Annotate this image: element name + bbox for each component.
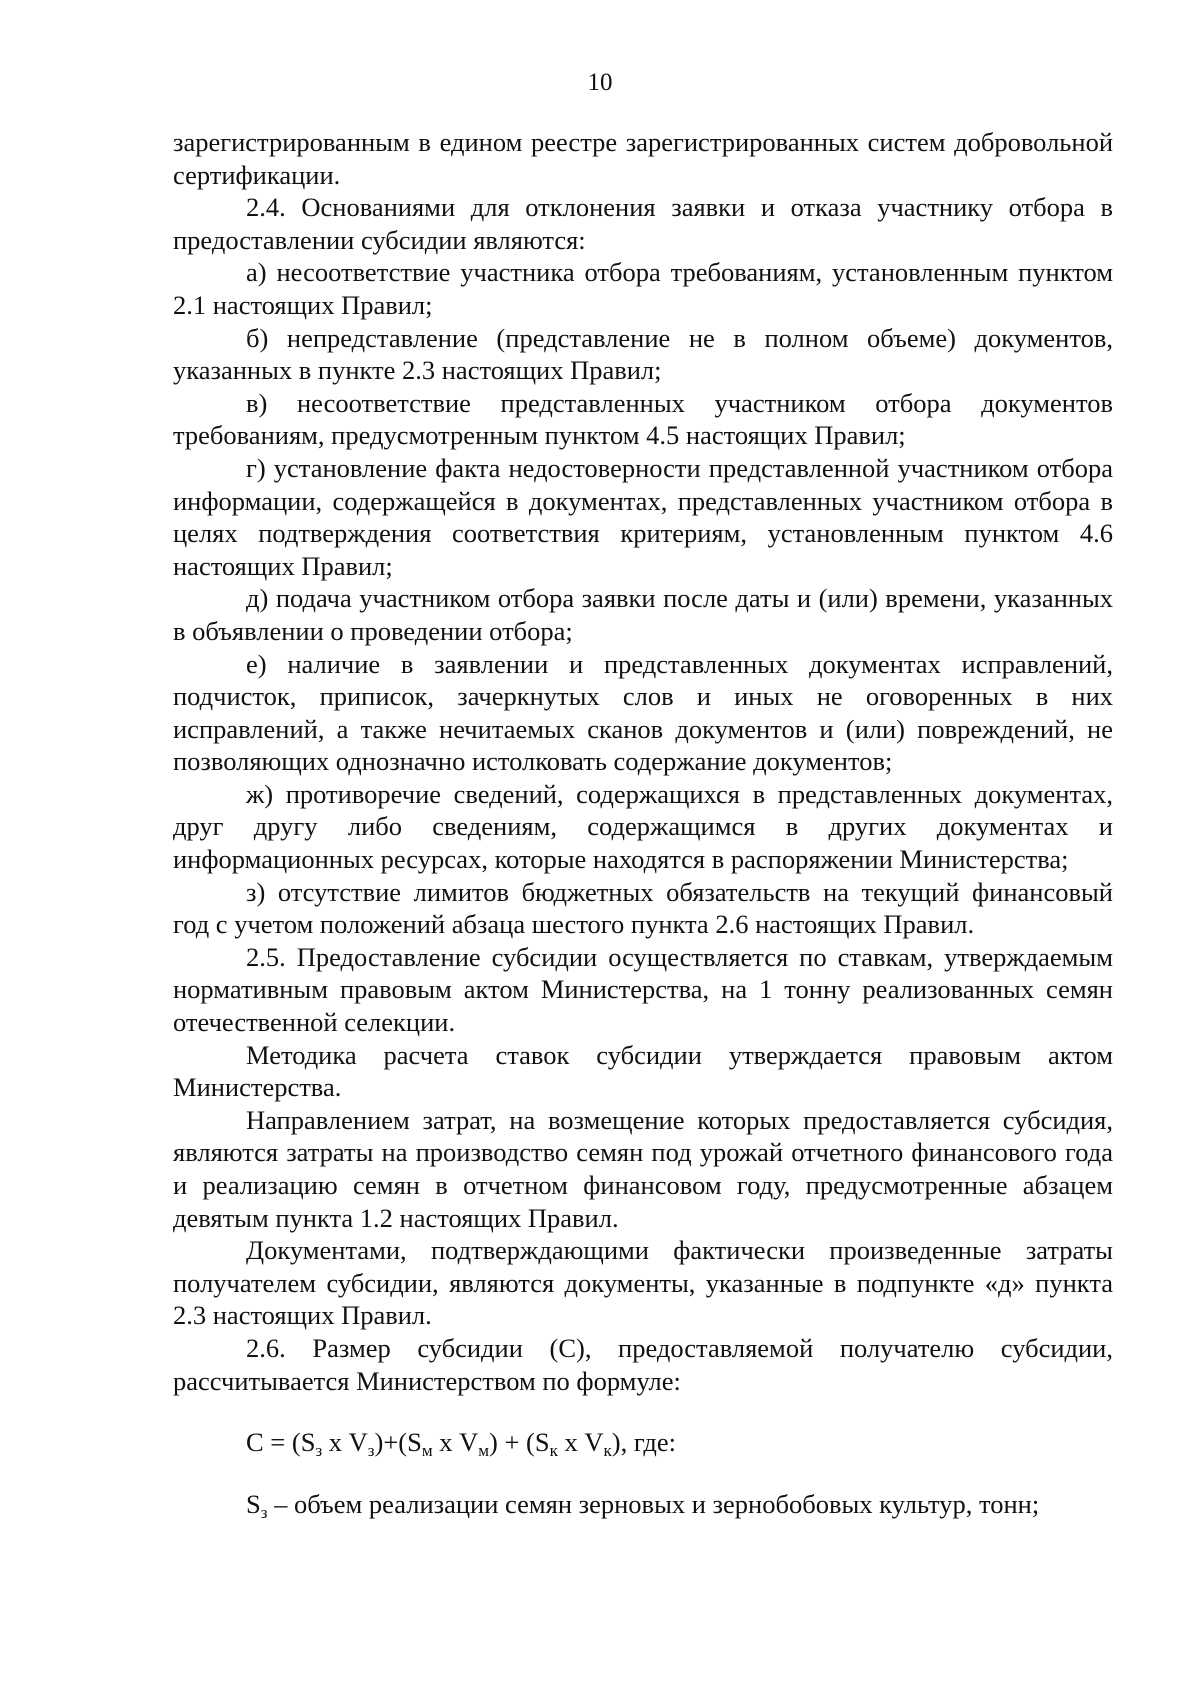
document-body xyxy=(173,126,1113,1520)
list-item: д) подача участником отбора заявки после даты и (или) времени, указанных в объявлении о проведении отбора; xyxy=(173,583,1113,646)
formula-part: )+(S xyxy=(374,1427,422,1458)
formula-part: х V xyxy=(557,1427,604,1458)
list-item: а) несоответствие участника отбора требованиям, установленным пунктом 2.1 настоящих Правил; xyxy=(173,257,1113,320)
paragraph: зарегистрированным в едином реестре зарегистрированных систем добровольной сертификации. xyxy=(173,127,1113,190)
variable-description: – объем реализации семян зерновых и зернобобовых культур, тонн; xyxy=(267,1488,1040,1519)
paragraph: Направлением затрат, на возмещение которых предоставляется субсидия, являются затраты на производство семян под урожай отчетного финансового года и реализацию семян в отчетном финансовом году, предусмотренные абзацем девятым пункта 1.2 настоящих Правил. xyxy=(173,1104,1113,1233)
list-item: в) несоответствие представленных участником отбора документов требованиям, предусмотренным пунктом 4.5 настоящих Правил; xyxy=(173,387,1113,451)
formula-subscript: з xyxy=(367,1441,375,1461)
list-item: з) отсутствие лимитов бюджетных обязательств на текущий финансовый год с учетом положений абзаца шестого пункта 2.6 настоящих Правил. xyxy=(173,876,1113,940)
variable-definition xyxy=(173,1488,1113,1521)
paragraph: Методика расчета ставок субсидии утверждается правовым актом Министерства. xyxy=(173,1039,1113,1103)
paragraph: 2.5. Предоставление субсидии осуществляется по ставкам, утверждаемым нормативным правовым актом Министерства, на 1 тонну реализованных семян отечественной селекции. xyxy=(173,941,1113,1038)
formula-part: ), где: xyxy=(611,1427,677,1458)
variable-symbol: S xyxy=(246,1488,261,1519)
formula-part: х V xyxy=(322,1427,368,1458)
page-number: 10 xyxy=(587,69,613,96)
formula-subscript: з xyxy=(315,1441,323,1461)
paragraph: 2.4. Основаниями для отклонения заявки и отказа участнику отбора в предоставлении субсидии являются: xyxy=(173,192,1113,255)
paragraph: 2.6. Размер субсидии (С), предоставляемой получателю субсидии, рассчитывается Министерством по формуле: xyxy=(173,1332,1113,1396)
formula-subscript: м xyxy=(478,1441,490,1461)
paragraph: Документами, подтверждающими фактически произведенные затраты получателем субсидии, являются документы, указанные в подпункте «д» пункта 2.3 настоящих Правил. xyxy=(173,1235,1113,1331)
formula-subscript: к xyxy=(549,1441,558,1461)
list-item: е) наличие в заявлении и представленных документах исправлений, подчисток, приписок, зачеркнутых слов и иных не оговоренных в них исправлений, а также нечитаемых сканов документов и (или) повреждений, не позволяющих однозначно истолковать содержание документов; xyxy=(173,648,1113,777)
list-item: ж) противоречие сведений, содержащихся в представленных документах, друг другу либо сведениям, содержащимся в других документах и информационных ресурсах, которые находятся в распоряжении Министерства; xyxy=(173,778,1113,875)
variable-subscript: з xyxy=(260,1502,268,1522)
formula-part: С = (S xyxy=(246,1427,316,1458)
formula-part: х V xyxy=(432,1427,479,1458)
formula-subscript: к xyxy=(603,1441,612,1461)
formula-subscript: м xyxy=(421,1441,433,1461)
formula-part: ) + (S xyxy=(489,1427,550,1458)
subsidy-formula xyxy=(173,1426,1113,1459)
list-item: б) непредставление (представление не в полном объеме) документов, указанных в пункте 2.3 настоящих Правил; xyxy=(173,322,1113,386)
list-item: г) установление факта недостоверности представленной участником отбора информации, содержащейся в документах, представленных участником отбора в целях подтверждения соответствия критериям, установленным пунктом 4.6 настоящих Правил; xyxy=(173,452,1113,581)
